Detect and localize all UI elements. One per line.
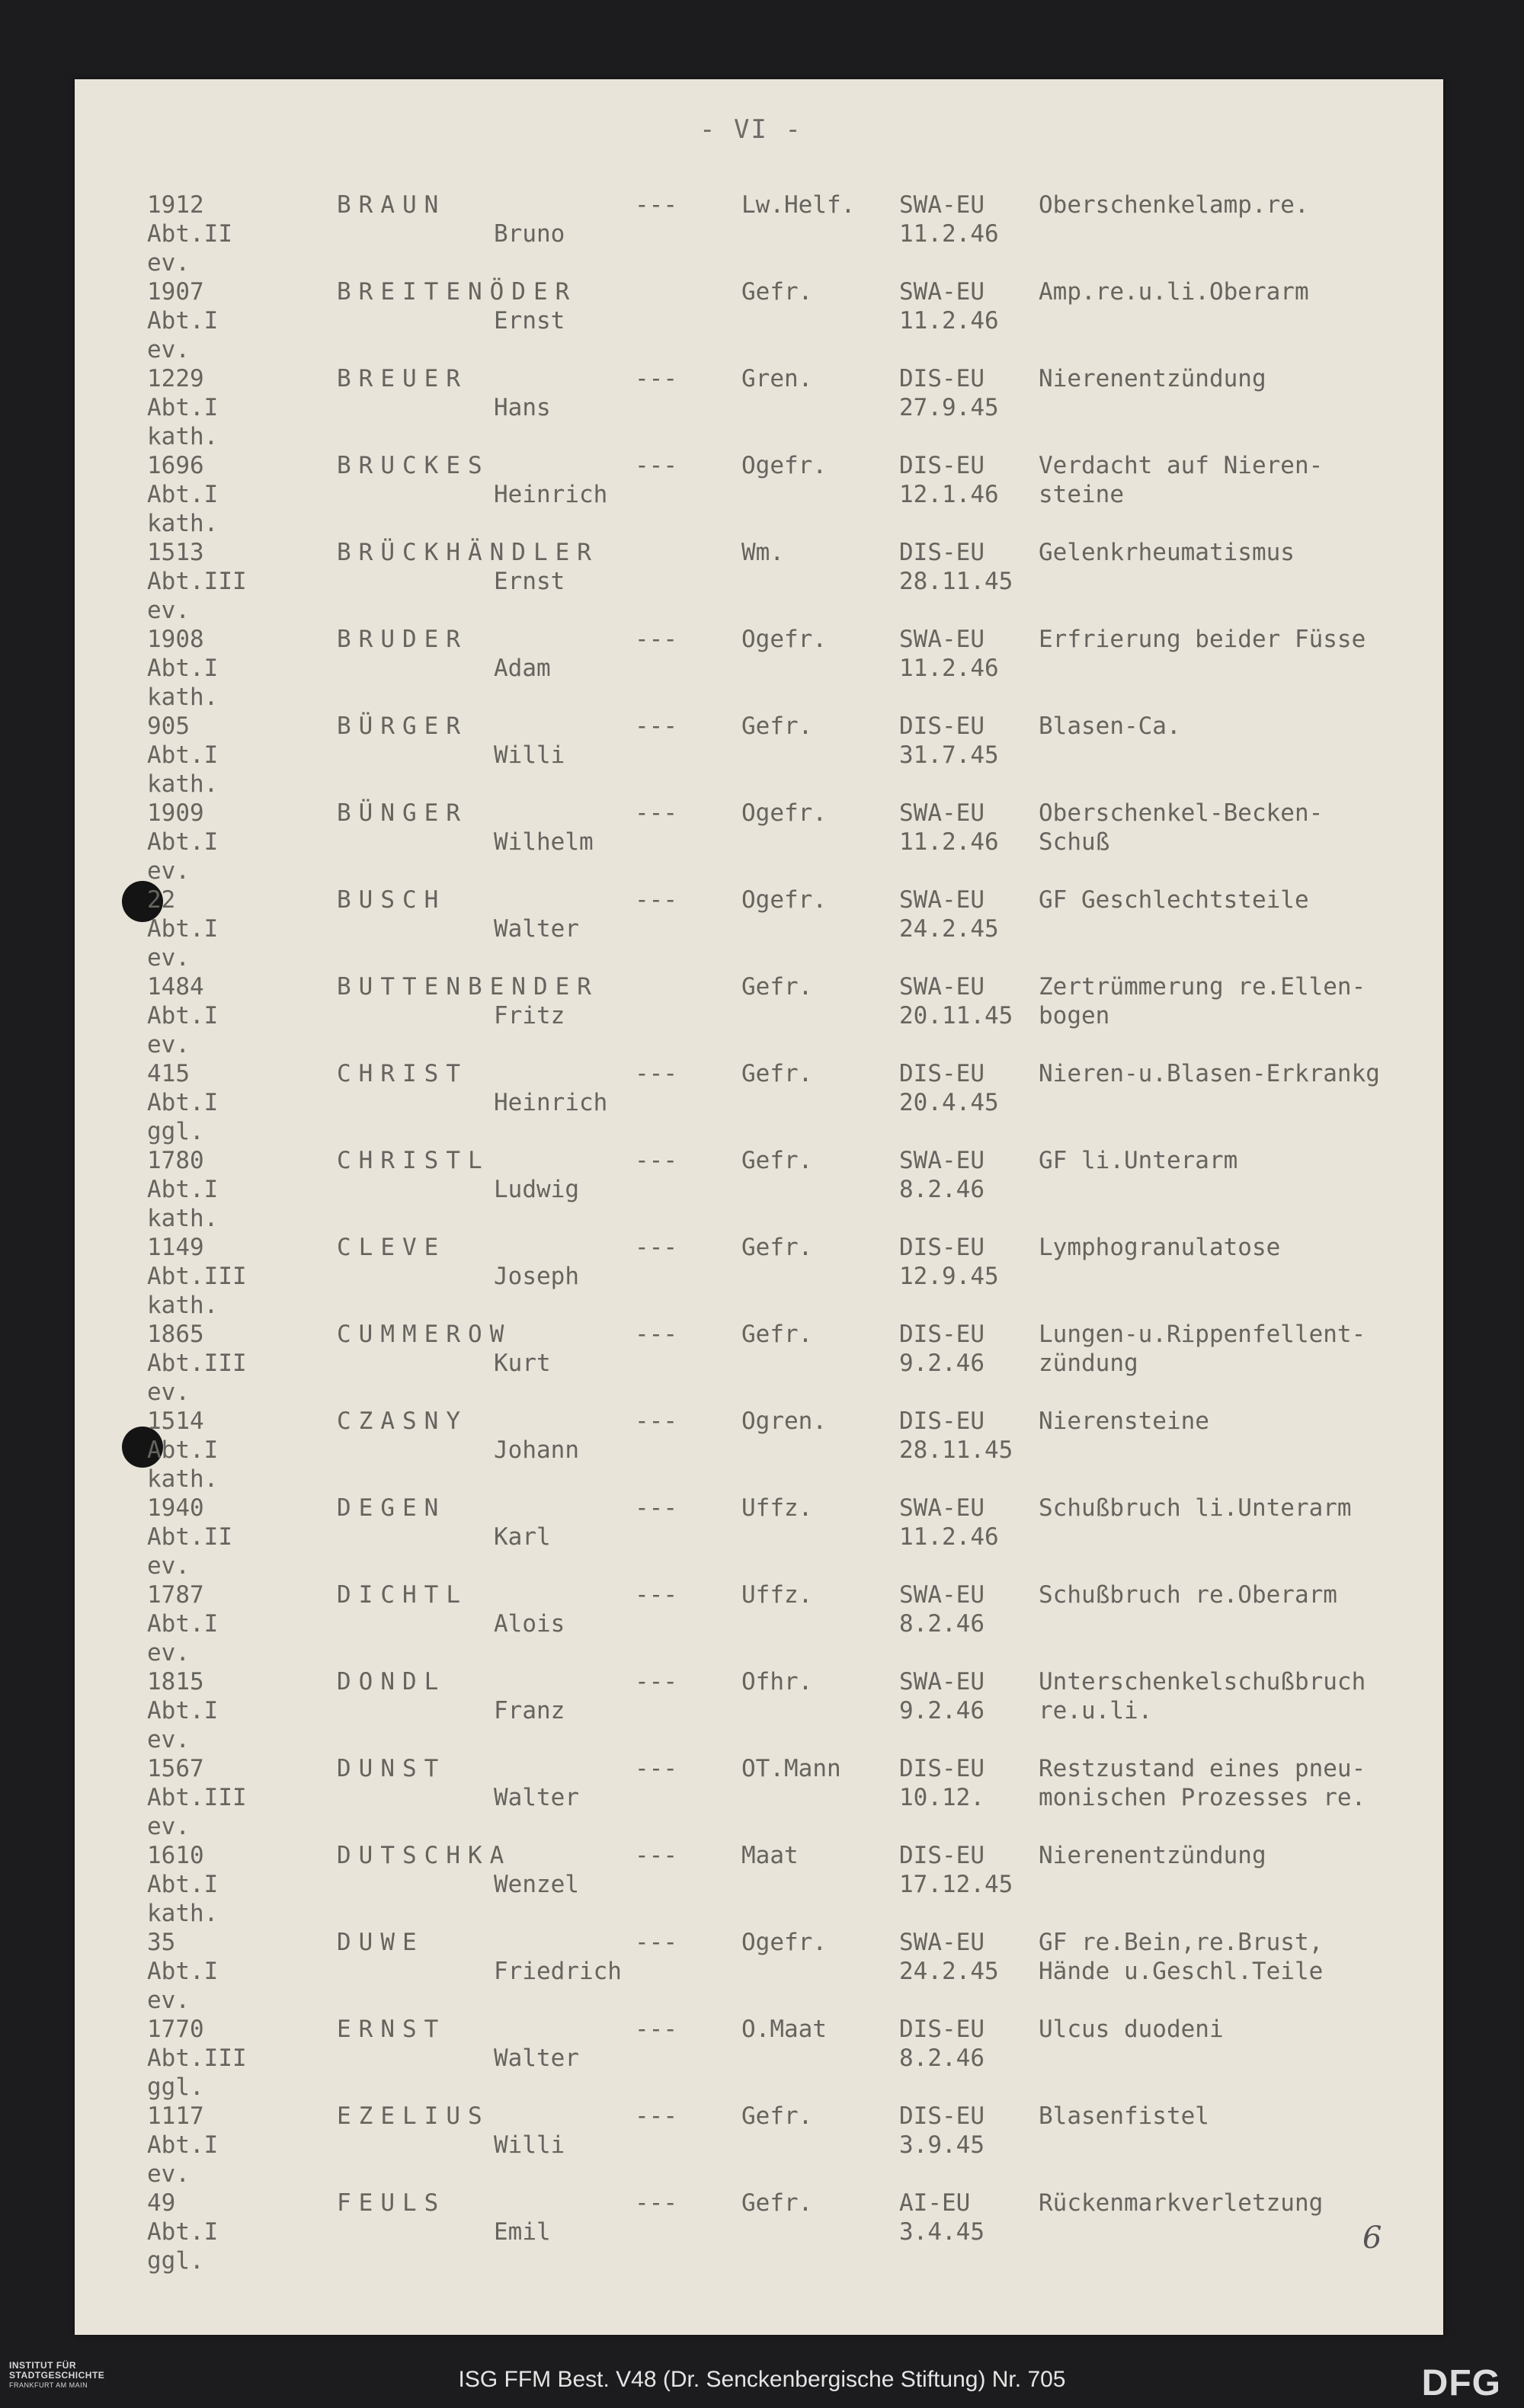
entry-discharge: SWA-EU xyxy=(899,886,985,914)
entry-department: Abt.III xyxy=(147,2045,247,2072)
entry-surname: CUMMEROW xyxy=(337,1321,512,1348)
entry-dash: --- xyxy=(635,1668,677,1696)
entry-number: 1780 xyxy=(147,1147,204,1174)
entry-given-name: Willi xyxy=(494,741,565,769)
entry-number: 1815 xyxy=(147,1668,204,1696)
entry-department: Abt.I xyxy=(147,1176,219,1203)
entry-given-name: Joseph xyxy=(494,1263,579,1290)
entry-surname: EZELIUS xyxy=(337,2102,490,2130)
entry-dash: --- xyxy=(635,712,677,740)
entry-surname: BUTTENBENDER xyxy=(337,973,599,1001)
entry-row xyxy=(75,1233,1443,1320)
entry-religion: ev. xyxy=(147,1639,190,1667)
entry-discharge: DIS-EU xyxy=(899,2102,985,2130)
entry-rank: O.Maat xyxy=(741,2016,827,2043)
entry-given-name: Bruno xyxy=(494,220,565,248)
entry-religion: ev. xyxy=(147,1552,190,1580)
entry-number: 905 xyxy=(147,712,190,740)
entry-discharge: SWA-EU xyxy=(899,191,985,219)
entry-row xyxy=(75,1667,1443,1754)
entry-diagnosis: Restzustand eines pneu- xyxy=(1039,1755,1366,1782)
entry-diagnosis: Erfrierung beider Füsse xyxy=(1039,626,1366,653)
entry-row xyxy=(75,1494,1443,1580)
entry-rank: Lw.Helf. xyxy=(741,191,856,219)
entry-department: Abt.I xyxy=(147,655,219,682)
entry-given-name: Johann xyxy=(494,1436,579,1464)
entry-row xyxy=(75,972,1443,1059)
entry-number: 1696 xyxy=(147,452,204,479)
entry-discharge: DIS-EU xyxy=(899,1234,985,1261)
entry-given-name: Friedrich xyxy=(494,1958,622,1985)
entry-rank: Maat xyxy=(741,1842,799,1869)
entry-rank: Gefr. xyxy=(741,712,813,740)
entry-department: Abt.I xyxy=(147,1089,219,1116)
entry-date: 24.2.45 xyxy=(899,1958,999,1985)
entry-department: Abt.I xyxy=(147,307,219,335)
entry-surname: DUTSCHKA xyxy=(337,1842,512,1869)
entry-date: 17.12.45 xyxy=(899,1871,1013,1898)
entry-diagnosis: Gelenkrheumatismus xyxy=(1039,539,1295,566)
entry-dash: --- xyxy=(635,1234,677,1261)
entry-number: 1865 xyxy=(147,1321,204,1348)
entry-rank: Ogefr. xyxy=(741,626,827,653)
entry-department: Abt.I xyxy=(147,2131,219,2159)
entry-dash: --- xyxy=(635,2016,677,2043)
entry-date: 10.12. xyxy=(899,1784,985,1811)
entry-number: 1770 xyxy=(147,2016,204,2043)
entry-rank: Ogefr. xyxy=(741,886,827,914)
entry-date: 20.11.45 xyxy=(899,1002,1013,1029)
entry-discharge: SWA-EU xyxy=(899,799,985,827)
entry-rank: Ogefr. xyxy=(741,452,827,479)
entry-date: 24.2.45 xyxy=(899,915,999,943)
entry-surname: CLEVE xyxy=(337,1234,447,1261)
entry-department: Abt.III xyxy=(147,1263,247,1290)
entry-dash: --- xyxy=(635,365,677,392)
entry-department: Abt.I xyxy=(147,741,219,769)
entry-dash: --- xyxy=(635,191,677,219)
entry-date: 8.2.46 xyxy=(899,1176,985,1203)
entry-discharge: SWA-EU xyxy=(899,1668,985,1696)
entry-rank: Gefr. xyxy=(741,1060,813,1087)
entry-diagnosis: Lungen-u.Rippenfellent- xyxy=(1039,1321,1366,1348)
entry-department: Abt.I xyxy=(147,481,219,508)
entry-department: Abt.I xyxy=(147,1958,219,1985)
entry-number: 35 xyxy=(147,1929,176,1956)
entry-row xyxy=(75,1146,1443,1233)
entry-dash: --- xyxy=(635,1407,677,1435)
entry-department: Abt.I xyxy=(147,1697,219,1724)
entry-row xyxy=(75,2102,1443,2189)
entry-religion: kath. xyxy=(147,684,219,711)
entry-surname: ERNST xyxy=(337,2016,447,2043)
entry-number: 1513 xyxy=(147,539,204,566)
entry-date: 27.9.45 xyxy=(899,394,999,421)
entry-surname: DUNST xyxy=(337,1755,447,1782)
entry-diagnosis: Nierensteine xyxy=(1039,1407,1209,1435)
entry-number: 1907 xyxy=(147,278,204,306)
entry-surname: FEULS xyxy=(337,2189,447,2217)
entry-discharge: DIS-EU xyxy=(899,1321,985,1348)
entry-date: 11.2.46 xyxy=(899,220,999,248)
entry-surname: DICHTL xyxy=(337,1581,468,1609)
entry-department: Abt.I xyxy=(147,828,219,856)
entry-date: 9.2.46 xyxy=(899,1697,985,1724)
entry-given-name: Fritz xyxy=(494,1002,565,1029)
entry-number: 1567 xyxy=(147,1755,204,1782)
entry-date: 11.2.46 xyxy=(899,1523,999,1551)
entry-religion: kath. xyxy=(147,1292,219,1319)
entry-row xyxy=(75,625,1443,712)
entry-surname: BRUCKES xyxy=(337,452,490,479)
entry-rank: Gefr. xyxy=(741,278,813,306)
entry-row xyxy=(75,1407,1443,1494)
entry-dash: --- xyxy=(635,1581,677,1609)
entry-department: Abt.II xyxy=(147,1523,232,1551)
entry-religion: ev. xyxy=(147,1379,190,1406)
entry-row xyxy=(75,2015,1443,2102)
entry-number: 1787 xyxy=(147,1581,204,1609)
entry-row xyxy=(75,451,1443,538)
entry-discharge: DIS-EU xyxy=(899,1060,985,1087)
document-page xyxy=(75,79,1443,2335)
entry-department: Abt.II xyxy=(147,220,232,248)
entry-rank: Uffz. xyxy=(741,1494,813,1522)
dfg-logo: DFG xyxy=(1421,2363,1501,2403)
entry-given-name: Emil xyxy=(494,2218,551,2246)
entry-discharge: SWA-EU xyxy=(899,1494,985,1522)
entry-rank: Gefr. xyxy=(741,2189,813,2217)
entry-dash: --- xyxy=(635,886,677,914)
entry-dash: --- xyxy=(635,626,677,653)
entry-date: 3.4.45 xyxy=(899,2218,985,2246)
entry-religion: ev. xyxy=(147,944,190,972)
entry-surname: CHRISTL xyxy=(337,1147,490,1174)
entry-date: 11.2.46 xyxy=(899,307,999,335)
entry-date: 12.9.45 xyxy=(899,1263,999,1290)
entry-discharge: DIS-EU xyxy=(899,539,985,566)
entry-diagnosis-cont: re.u.li. xyxy=(1039,1697,1153,1724)
entry-dash: --- xyxy=(635,799,677,827)
entry-dash: --- xyxy=(635,2102,677,2130)
entry-diagnosis: Unterschenkelschußbruch xyxy=(1039,1668,1366,1696)
entry-number: 1908 xyxy=(147,626,204,653)
entry-department: Abt.I xyxy=(147,1610,219,1638)
entry-religion: ev. xyxy=(147,857,190,885)
entry-number: 1912 xyxy=(147,191,204,219)
entry-given-name: Franz xyxy=(494,1697,565,1724)
entry-discharge: DIS-EU xyxy=(899,452,985,479)
entry-discharge: DIS-EU xyxy=(899,1755,985,1782)
entry-religion: ev. xyxy=(147,597,190,624)
entry-department: Abt.I xyxy=(147,1871,219,1898)
entry-surname: CHRIST xyxy=(337,1060,468,1087)
entry-rank: OT.Mann xyxy=(741,1755,841,1782)
entry-discharge: AI-EU xyxy=(899,2189,971,2217)
entry-rank: Gefr. xyxy=(741,1147,813,1174)
entry-diagnosis: Nierenentzündung xyxy=(1039,365,1266,392)
entry-discharge: SWA-EU xyxy=(899,1929,985,1956)
entry-religion: kath. xyxy=(147,1900,219,1927)
entry-diagnosis: Lymphogranulatose xyxy=(1039,1234,1281,1261)
entry-discharge: SWA-EU xyxy=(899,278,985,306)
entry-department: Abt.III xyxy=(147,568,247,595)
entry-rank: Uffz. xyxy=(741,1581,813,1609)
entry-number: 1149 xyxy=(147,1234,204,1261)
entry-row xyxy=(75,1580,1443,1667)
entry-given-name: Ludwig xyxy=(494,1176,579,1203)
entry-surname: BREUER xyxy=(337,365,468,392)
entry-given-name: Heinrich xyxy=(494,481,608,508)
entry-row xyxy=(75,1059,1443,1146)
institution-logo: INSTITUT FÜR STADTGESCHICHTE FRANKFURT AM MAIN xyxy=(9,2360,105,2389)
entry-surname: BRÜCKHÄNDLER xyxy=(337,539,599,566)
entry-dash: --- xyxy=(635,2189,677,2217)
entry-date: 31.7.45 xyxy=(899,741,999,769)
entry-department: Abt.I xyxy=(147,2218,219,2246)
entry-date: 8.2.46 xyxy=(899,1610,985,1638)
entry-diagnosis-cont: Hände u.Geschl.Teile xyxy=(1039,1958,1324,1985)
entry-number: 1610 xyxy=(147,1842,204,1869)
entry-department: Abt.I xyxy=(147,394,219,421)
entry-number: 415 xyxy=(147,1060,190,1087)
entry-diagnosis-cont: bogen xyxy=(1039,1002,1110,1029)
entry-surname: BÜRGER xyxy=(337,712,468,740)
entry-diagnosis: GF Geschlechtsteile xyxy=(1039,886,1309,914)
entry-religion: ev. xyxy=(147,1987,190,2014)
entry-diagnosis: Oberschenkel-Becken- xyxy=(1039,799,1324,827)
entry-surname: BREITENÖDER xyxy=(337,278,578,306)
entry-discharge: DIS-EU xyxy=(899,2016,985,2043)
entry-diagnosis: Nierenentzündung xyxy=(1039,1842,1266,1869)
entry-rank: Ofhr. xyxy=(741,1668,813,1696)
entry-discharge: DIS-EU xyxy=(899,1407,985,1435)
entry-given-name: Alois xyxy=(494,1610,565,1638)
entry-religion: ev. xyxy=(147,336,190,363)
entry-diagnosis: Schußbruch re.Oberarm xyxy=(1039,1581,1337,1609)
entry-number: 1909 xyxy=(147,799,204,827)
entry-department: Abt.I xyxy=(147,1002,219,1029)
entry-date: 3.9.45 xyxy=(899,2131,985,2159)
entry-surname: CZASNY xyxy=(337,1407,468,1435)
entry-diagnosis: Amp.re.u.li.Oberarm xyxy=(1039,278,1309,306)
entry-row xyxy=(75,2189,1443,2275)
entry-diagnosis: Oberschenkelamp.re. xyxy=(1039,191,1309,219)
entry-row xyxy=(75,1928,1443,2015)
entry-diagnosis: Zertrümmerung re.Ellen- xyxy=(1039,973,1366,1001)
entry-dash: --- xyxy=(635,1060,677,1087)
entry-number: 1940 xyxy=(147,1494,204,1522)
entry-surname: DONDL xyxy=(337,1668,447,1696)
entry-given-name: Willi xyxy=(494,2131,565,2159)
entry-given-name: Heinrich xyxy=(494,1089,608,1116)
entry-rank: Ogefr. xyxy=(741,799,827,827)
entry-religion: kath. xyxy=(147,510,219,537)
entry-department: Abt.III xyxy=(147,1784,247,1811)
entry-row xyxy=(75,191,1443,277)
entry-date: 28.11.45 xyxy=(899,1436,1013,1464)
entry-rank: Gefr. xyxy=(741,1321,813,1348)
entry-diagnosis: Ulcus duodeni xyxy=(1039,2016,1224,2043)
entry-diagnosis-cont: Schuß xyxy=(1039,828,1110,856)
entry-surname: BUSCH xyxy=(337,886,447,914)
entry-given-name: Ernst xyxy=(494,568,565,595)
entry-dash: --- xyxy=(635,1494,677,1522)
entry-given-name: Walter xyxy=(494,2045,579,2072)
entry-given-name: Adam xyxy=(494,655,551,682)
entry-given-name: Wenzel xyxy=(494,1871,579,1898)
entry-religion: ggl. xyxy=(147,2073,204,2101)
entry-discharge: SWA-EU xyxy=(899,1147,985,1174)
entry-discharge: SWA-EU xyxy=(899,626,985,653)
entry-diagnosis-cont: monischen Prozesses re. xyxy=(1039,1784,1366,1811)
entry-number: 1484 xyxy=(147,973,204,1001)
entry-diagnosis: Verdacht auf Nieren- xyxy=(1039,452,1324,479)
entry-row xyxy=(75,799,1443,885)
entry-diagnosis: Rückenmarkverletzung xyxy=(1039,2189,1324,2217)
entry-given-name: Ernst xyxy=(494,307,565,335)
entry-row xyxy=(75,277,1443,364)
entry-given-name: Walter xyxy=(494,915,579,943)
entry-date: 9.2.46 xyxy=(899,1350,985,1377)
entry-row xyxy=(75,538,1443,625)
entry-dash: --- xyxy=(635,1147,677,1174)
handwritten-page-number: 6 xyxy=(1362,2221,1382,2256)
entry-given-name: Karl xyxy=(494,1523,551,1551)
entry-religion: kath. xyxy=(147,423,219,450)
entry-department: Abt.I xyxy=(147,915,219,943)
entry-row xyxy=(75,1320,1443,1407)
entry-religion: ev. xyxy=(147,1813,190,1840)
entry-given-name: Kurt xyxy=(494,1350,551,1377)
entry-rank: Ogefr. xyxy=(741,1929,827,1956)
entry-rank: Gefr. xyxy=(741,2102,813,2130)
entry-number: 49 xyxy=(147,2189,176,2217)
entry-diagnosis-cont: steine xyxy=(1039,481,1124,508)
entry-department: Abt.I xyxy=(147,1436,219,1464)
entry-religion: kath. xyxy=(147,1205,219,1232)
entry-diagnosis-cont: zündung xyxy=(1039,1350,1138,1377)
entry-number: 1514 xyxy=(147,1407,204,1435)
entry-religion: ggl. xyxy=(147,1118,204,1145)
entry-number: 1229 xyxy=(147,365,204,392)
entry-diagnosis: Nieren-u.Blasen-Erkrankg xyxy=(1039,1060,1380,1087)
page-header: - VI - xyxy=(700,114,802,145)
entry-row xyxy=(75,1754,1443,1841)
entry-discharge: SWA-EU xyxy=(899,973,985,1001)
entry-diagnosis: Blasenfistel xyxy=(1039,2102,1209,2130)
entry-surname: BRAUN xyxy=(337,191,447,219)
entry-date: 11.2.46 xyxy=(899,828,999,856)
entry-rank: Ogren. xyxy=(741,1407,827,1435)
entry-surname: BRUDER xyxy=(337,626,468,653)
entry-discharge: DIS-EU xyxy=(899,712,985,740)
entry-given-name: Hans xyxy=(494,394,551,421)
entry-religion: ev. xyxy=(147,1031,190,1058)
entry-discharge: DIS-EU xyxy=(899,1842,985,1869)
entry-surname: BÜNGER xyxy=(337,799,468,827)
archive-footer xyxy=(0,2355,1524,2408)
entry-rank: Gren. xyxy=(741,365,813,392)
entry-diagnosis: GF re.Bein,re.Brust, xyxy=(1039,1929,1324,1956)
entry-row xyxy=(75,1841,1443,1928)
entry-row xyxy=(75,885,1443,972)
entry-row xyxy=(75,712,1443,799)
entry-religion: ev. xyxy=(147,249,190,277)
entry-date: 20.4.45 xyxy=(899,1089,999,1116)
entry-diagnosis: Blasen-Ca. xyxy=(1039,712,1181,740)
entry-religion: ggl. xyxy=(147,2247,204,2275)
entry-date: 11.2.46 xyxy=(899,655,999,682)
entry-rank: Wm. xyxy=(741,539,784,566)
entry-dash: --- xyxy=(635,1842,677,1869)
entry-number: 22 xyxy=(147,886,176,914)
entry-date: 28.11.45 xyxy=(899,568,1013,595)
archive-caption: ISG FFM Best. V48 (Dr. Senckenbergische Stiftung) Nr. 705 xyxy=(458,2367,1066,2392)
entry-rank: Gefr. xyxy=(741,973,813,1001)
entry-diagnosis: Schußbruch li.Unterarm xyxy=(1039,1494,1352,1522)
entry-dash: --- xyxy=(635,1929,677,1956)
entry-dash: --- xyxy=(635,1755,677,1782)
entry-religion: kath. xyxy=(147,770,219,798)
entry-surname: DEGEN xyxy=(337,1494,447,1522)
entry-number: 1117 xyxy=(147,2102,204,2130)
entry-surname: DUWE xyxy=(337,1929,424,1956)
entry-discharge: DIS-EU xyxy=(899,365,985,392)
entry-dash: --- xyxy=(635,452,677,479)
entry-given-name: Walter xyxy=(494,1784,579,1811)
entry-rank: Gefr. xyxy=(741,1234,813,1261)
entry-religion: kath. xyxy=(147,1465,219,1493)
entry-date: 12.1.46 xyxy=(899,481,999,508)
entry-religion: ev. xyxy=(147,1726,190,1753)
entry-diagnosis: GF li.Unterarm xyxy=(1039,1147,1238,1174)
entry-discharge: SWA-EU xyxy=(899,1581,985,1609)
entry-row xyxy=(75,364,1443,451)
entry-given-name: Wilhelm xyxy=(494,828,594,856)
entry-religion: ev. xyxy=(147,2160,190,2188)
entry-department: Abt.III xyxy=(147,1350,247,1377)
entry-dash: --- xyxy=(635,1321,677,1348)
entry-date: 8.2.46 xyxy=(899,2045,985,2072)
